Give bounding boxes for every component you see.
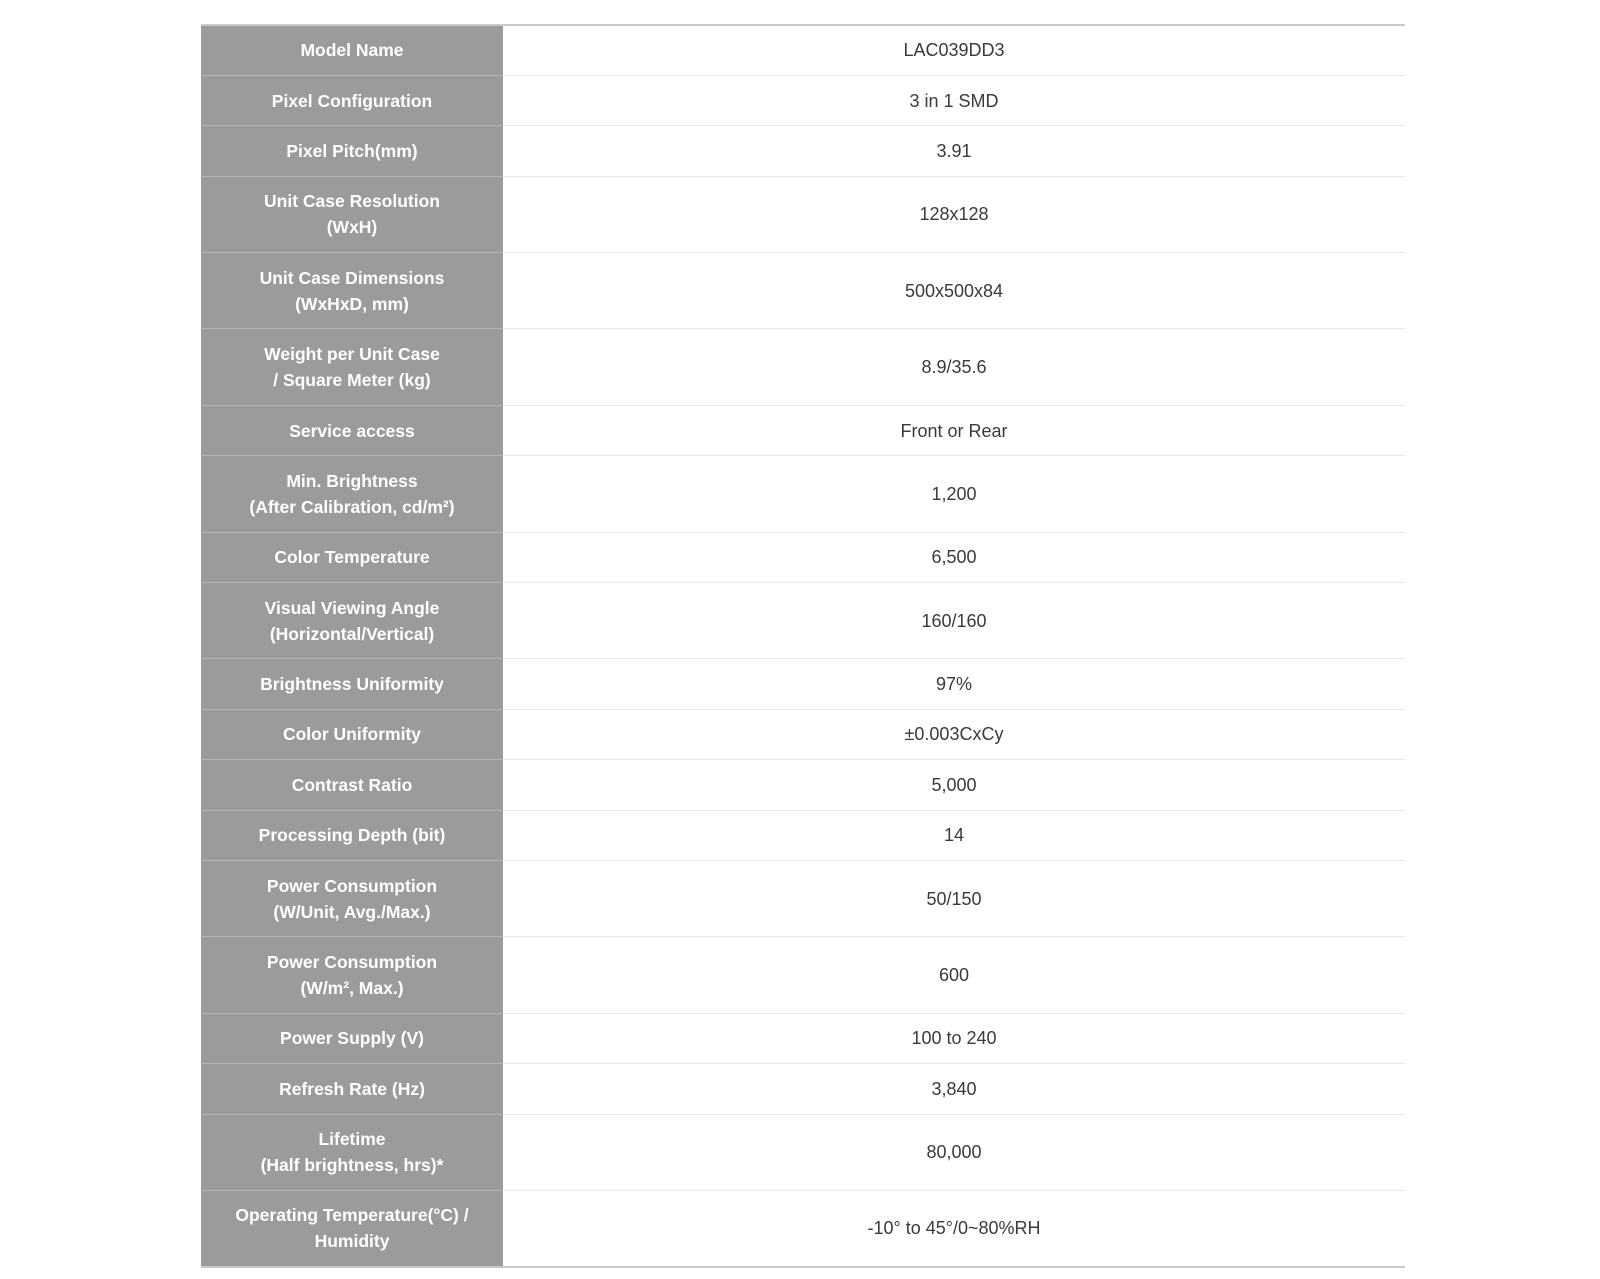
spec-value: 1,200: [503, 456, 1405, 532]
spec-label: Refresh Rate (Hz): [201, 1064, 503, 1114]
table-row: [201, 126, 1405, 176]
spec-label: Color Uniformity: [201, 709, 503, 759]
table-row: [201, 659, 1405, 709]
spec-label: Service access: [201, 405, 503, 455]
table-row: [201, 532, 1405, 582]
table-row: [201, 25, 1405, 75]
spec-value: 3,840: [503, 1064, 1405, 1114]
spec-label: Color Temperature: [201, 532, 503, 582]
table-row: [201, 937, 1405, 1013]
spec-label: Processing Depth (bit): [201, 810, 503, 860]
spec-value: 8.9/35.6: [503, 329, 1405, 405]
spec-label: Power Supply (V): [201, 1013, 503, 1063]
spec-value: 3.91: [503, 126, 1405, 176]
table-row: [201, 1190, 1405, 1266]
spec-label: Brightness Uniformity: [201, 659, 503, 709]
spec-value: 14: [503, 810, 1405, 860]
spec-label: Min. Brightness (After Calibration, cd/m²): [201, 456, 503, 532]
spec-value: 100 to 240: [503, 1013, 1405, 1063]
spec-label: Contrast Ratio: [201, 760, 503, 810]
table-row: [201, 329, 1405, 405]
table-row: [201, 760, 1405, 810]
table-row: [201, 75, 1405, 125]
spec-value: Front or Rear: [503, 405, 1405, 455]
table-row: [201, 810, 1405, 860]
table-row: [201, 405, 1405, 455]
spec-label: Unit Case Resolution (WxH): [201, 176, 503, 252]
table-row: [201, 176, 1405, 252]
spec-label: Pixel Configuration: [201, 75, 503, 125]
spec-value: 50/150: [503, 860, 1405, 936]
spec-value: -10° to 45°/0~80%RH: [503, 1190, 1405, 1266]
spec-value: 5,000: [503, 760, 1405, 810]
spec-value: 600: [503, 937, 1405, 1013]
table-row: [201, 1114, 1405, 1190]
spec-value: 97%: [503, 659, 1405, 709]
table-row: [201, 456, 1405, 532]
spec-value: 128x128: [503, 176, 1405, 252]
spec-label: Model Name: [201, 25, 503, 75]
table-row: [201, 1013, 1405, 1063]
spec-value: 3 in 1 SMD: [503, 75, 1405, 125]
spec-value: 80,000: [503, 1114, 1405, 1190]
spec-value: ±0.003CxCy: [503, 709, 1405, 759]
spec-value: LAC039DD3: [503, 25, 1405, 75]
table-row: [201, 860, 1405, 936]
spec-label: Power Consumption (W/m², Max.): [201, 937, 503, 1013]
spec-label: Operating Temperature(°C) / Humidity: [201, 1190, 503, 1266]
spec-label: Weight per Unit Case / Square Meter (kg): [201, 329, 503, 405]
spec-label: Visual Viewing Angle (Horizontal/Vertical): [201, 583, 503, 659]
spec-table: [201, 24, 1405, 1268]
table-row: [201, 253, 1405, 329]
table-row: [201, 583, 1405, 659]
spec-label: Pixel Pitch(mm): [201, 126, 503, 176]
table-row: [201, 1064, 1405, 1114]
table-row: [201, 709, 1405, 759]
spec-label: Power Consumption (W/Unit, Avg./Max.): [201, 860, 503, 936]
spec-value: 160/160: [503, 583, 1405, 659]
spec-value: 6,500: [503, 532, 1405, 582]
spec-label: Unit Case Dimensions (WxHxD, mm): [201, 253, 503, 329]
spec-value: 500x500x84: [503, 253, 1405, 329]
spec-label: Lifetime (Half brightness, hrs)*: [201, 1114, 503, 1190]
